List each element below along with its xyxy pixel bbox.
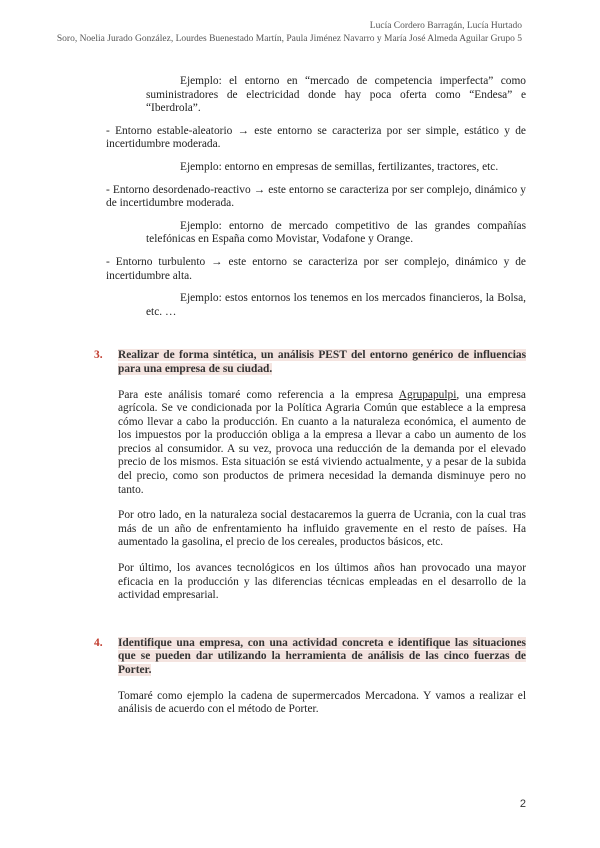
header-authors-line-2: Soro, Noelia Jurado González, Lourdes Buenestado Martín, Paula Jiménez Navarro y María José Almeda Aguilar Grupo 5 [56, 33, 522, 44]
page-content [94, 75, 526, 726]
example-semillas: Ejemplo: entorno en empresas de semillas, fertilizantes, tractores, etc. [180, 160, 499, 173]
company-name: Agrupapulpi [398, 388, 457, 401]
header-authors-line-1: Lucía Cordero Barragán, Lucía Hurtado [369, 21, 522, 31]
section-3-number: 3. [94, 349, 103, 362]
section-3-paragraph-1 [106, 389, 526, 498]
section-3-paragraph-1-start: Para este análisis tomaré como referencia a la empresa [118, 388, 399, 401]
example-financieros: Ejemplo: estos entornos los tenemos en los mercados financieros, la Bolsa, etc. … [146, 292, 526, 318]
section-4-title: Identifique una empresa, con una actividad concreta e identifique las situaciones que se pueden dar utilizando la herramienta de análisis de las cinco fuerzas de Porter. [118, 636, 526, 676]
section-3-paragraph-3: Por último, los avances tecnológicos en los últimos años han provocado una mayor eficacia en la producción y las diferencias técnicas empleadas en el desarrollo de la actividad empresarial. [118, 562, 526, 602]
section-4-heading [94, 636, 526, 678]
entorno-turbulento: - Entorno turbulento → este entorno se caracteriza por ser complejo, dinámico y de incertidumbre alta. [106, 255, 526, 282]
example-electricity: Ejemplo: el entorno en “mercado de competencia imperfecta” como suministradores de electricidad donde hay poca oferta como “Endesa” e “Iberdrola”. [146, 75, 526, 115]
document-header [2, 20, 522, 45]
entorno-estable-aleatorio: - Entorno estable-aleatorio → este entorno se caracteriza por ser simple, estático y de incertidumbre moderada. [106, 124, 526, 151]
page-number: 2 [519, 798, 526, 810]
section-3-paragraph-2: Por otro lado, en la naturaleza social destacaremos la guerra de Ucrania, con la cual tras más de un año de enfrentamiento ha influido gravemente en el resto de países. Ha aumentado la gasolina, el precio de los cereales, productos básicos, etc. [118, 509, 526, 549]
entorno-desordenado-reactivo: - Entorno desordenado-reactivo → este entorno se caracteriza por ser complejo, dinámico y de incertidumbre moderada. [106, 183, 526, 210]
example-telefonicas: Ejemplo: entorno de mercado competitivo de las grandes compañías telefónicas en España como Movistar, Vodafone y Orange. [146, 219, 526, 246]
section-4-paragraph-1: Tomaré como ejemplo la cadena de supermercados Mercadona. Y vamos a realizar el análisis de acuerdo con el método de Porter. [118, 689, 526, 716]
section-3-heading [94, 349, 526, 376]
section-4-number: 4. [94, 636, 103, 649]
section-3-title: Realizar de forma sintética, un análisis PEST del entorno genérico de influencias para una empresa de su ciudad. [118, 349, 526, 375]
section-3-paragraph-1-rest: , una empresa agrícola. Se ve condicionada por la Política Agraria Común que establece a la empresa cómo llevar a cabo la producción. En cuanto a la naturaleza económica, el aumento de los impuestos por la producción obliga a la empresa a llevar a cabo un aumento de los precios al consumidor. A su vez, provoca una reducción de la demanda por el elevado precio de los mismos. Esta situación se está viviendo actualmente, y a pesar de la subida del precio, como son productos de primera necesidad la demanda disminuye pero no tanto. [118, 388, 526, 496]
